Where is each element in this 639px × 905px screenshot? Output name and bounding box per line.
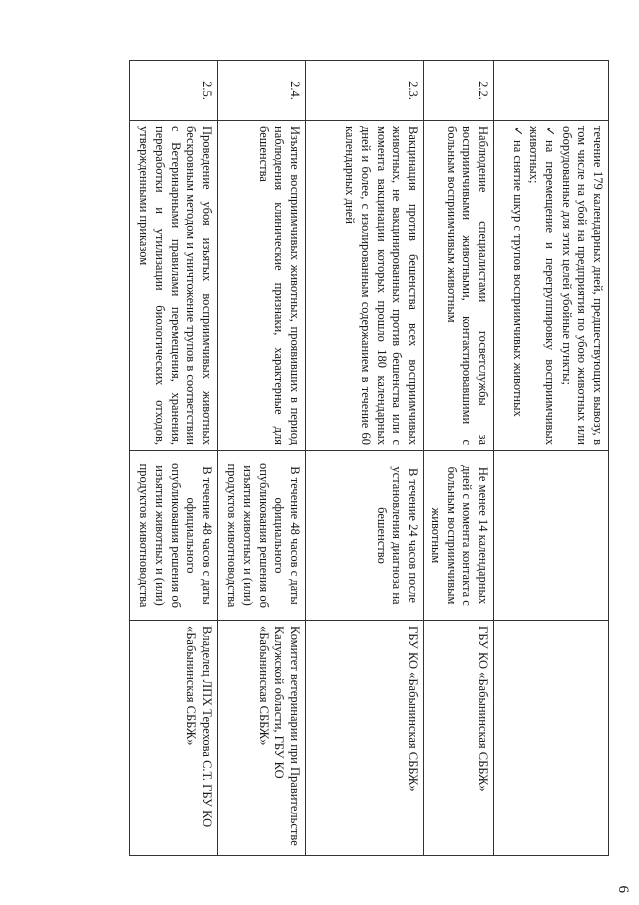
table-row (494, 61, 609, 856)
responsible-cell: Владелец ЛПХ Терехова С.Т. ГБУ КО «Бабынинская СББЖ» (130, 621, 218, 856)
responsible-cell: Комитет ветеринарии при Правительстве Калужской области, ГБУ КО «Бабынинская СББЖ» (218, 621, 306, 856)
row-number: 2.3. (306, 61, 424, 121)
row-number: 2.5. (130, 61, 218, 121)
bullet-text: на снятие шкур с трупов восприимчивых животных (510, 140, 525, 417)
responsible-cell (494, 621, 609, 856)
measure-text: течение 179 календарных дней, предшествующих вывозу, в том числе на убой на предприятия по убою животных или оборудованные для этих целей убойные пункты; (559, 126, 605, 445)
page-number: 6 (615, 885, 631, 893)
term-cell: В течение 48 часов с даты официального опубликования решения об изъятии животных и (или) продуктов животноводства (218, 451, 306, 621)
table-row (424, 61, 494, 856)
term-cell (494, 451, 609, 621)
checkmark-icon: ✓ (543, 126, 559, 137)
responsible-cell: ГБУ КО «Бабынинская СББЖ» (306, 621, 424, 856)
measure-cell: Наблюдение специалистами госветслужбы за восприимчивыми животными, контактировавшими с больным восприимчивым животным (424, 121, 494, 451)
measure-cell (494, 121, 609, 451)
bullet-item (509, 126, 526, 445)
table-row (130, 61, 218, 856)
row-number: 2.2. (424, 61, 494, 121)
responsible-cell: ГБУ КО «Бабынинская СББЖ» (424, 621, 494, 856)
row-number (494, 61, 609, 121)
term-cell: Не менее 14 календарных дней с момента контакта с больным восприимчивым животным (424, 451, 494, 621)
bullet-text: на перемещение и перегруппировку восприимчивых животных; (527, 126, 558, 445)
measures-table (129, 60, 609, 856)
measure-cell: Вакцинация против бешенства всех восприимчивых животных, не вакцинированных против бешенства или с момента вакцинации которых прошло 180 календарных дней и более, с изолированным содержанием в течение 60 календарных дней (306, 121, 424, 451)
measure-cell: Изъятие восприимчивых животных, проявивших в период наблюдения клинические признаки, характерные для бешенства (218, 121, 306, 451)
bullet-item (526, 126, 558, 445)
checkmark-icon: ✓ (510, 126, 526, 137)
table-row (306, 61, 424, 856)
table-row (218, 61, 306, 856)
row-number: 2.4. (218, 61, 306, 121)
measure-cell: Проведение убоя изъятых восприимчивых животных бескровным методом и уничтожение трупов в соответствии с Ветеринарными правилами перемещения, хранения, переработки и утилизации биологических отходов, утвержденными приказом (130, 121, 218, 451)
term-cell: В течение 24 часов после установления диагноза на бешенство (306, 451, 424, 621)
term-cell: В течение 48 часов с даты официального опубликования решения об изъятии животных и (или) продуктов животноводства (130, 451, 218, 621)
